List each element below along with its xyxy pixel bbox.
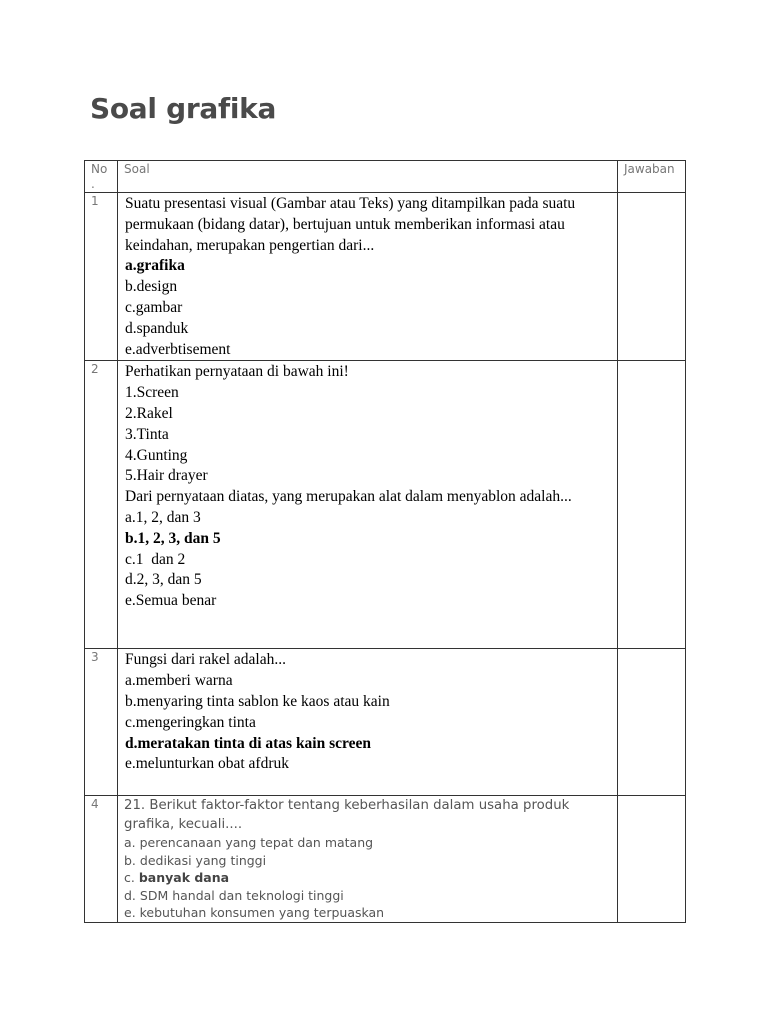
header-no: No . (85, 161, 118, 193)
option: b.menyaring tinta sablon ke kaos atau kain (125, 692, 390, 710)
answer-cell[interactable] (618, 796, 686, 923)
statement-item: 4.Gunting (125, 446, 188, 464)
question-number: 3 (85, 649, 118, 796)
option-answer: a.grafika (125, 257, 185, 275)
option: d.spanduk (125, 319, 189, 337)
table-row (85, 649, 686, 796)
answer-cell[interactable] (618, 361, 686, 649)
table-row (85, 796, 686, 923)
question-text: Suatu presentasi visual (Gambar atau Teks) yang ditampilkan pada suatu permukaan (bidang datar), bertujuan untuk memberikan informasi atau keindahan, merupakan pengertian dari... (125, 195, 576, 254)
header-soal: Soal (118, 161, 618, 193)
option-answer: d.meratakan tinta di atas kain screen (125, 734, 372, 752)
option-prefix: c. (124, 870, 139, 886)
option-answer-text: banyak dana (138, 870, 230, 886)
statement-item: 2.Rakel (125, 404, 173, 422)
table-row (85, 193, 686, 361)
answer-cell[interactable] (618, 193, 686, 361)
option: d. SDM handal dan teknologi tinggi (124, 887, 344, 903)
question-table (84, 160, 686, 923)
option: e.adverbtisement (125, 340, 231, 358)
question-cell (118, 193, 618, 361)
option: e. kebutuhan konsumen yang terpuaskan (124, 905, 385, 921)
statement-item: 3.Tinta (125, 425, 169, 443)
question-number: 2 (85, 361, 118, 649)
question-text: Fungsi dari rakel adalah... (125, 651, 286, 669)
page-title: Soal grafika (90, 92, 277, 125)
option: b.design (125, 278, 178, 296)
question-cell (118, 361, 618, 649)
option-answer: b.1, 2, 3, dan 5 (125, 529, 221, 547)
option: e.melunturkan obat afdruk (125, 755, 289, 773)
option: a. perencanaan yang tepat dan matang (124, 834, 374, 850)
option: d.2, 3, dan 5 (125, 571, 202, 589)
option: e.Semua benar (125, 592, 217, 610)
question-number: 4 (85, 796, 118, 923)
table-header-row (85, 161, 686, 193)
option: a.memberi warna (125, 672, 233, 690)
question-cell (118, 796, 618, 923)
option: c.mengeringkan tinta (125, 713, 256, 731)
table-row (85, 361, 686, 649)
option: b. dedikasi yang tinggi (124, 852, 267, 868)
question-text-2: Dari pernyataan diatas, yang merupakan alat dalam menyablon adalah... (125, 488, 572, 506)
question-number: 1 (85, 193, 118, 361)
statement-item: 1.Screen (125, 384, 179, 402)
option: c.gambar (125, 298, 183, 316)
question-cell (118, 649, 618, 796)
option: a.1, 2, dan 3 (125, 508, 201, 526)
header-jawaban: Jawaban (618, 161, 686, 193)
answer-cell[interactable] (618, 649, 686, 796)
statement-item: 5.Hair drayer (125, 467, 208, 485)
option: c.1 dan 2 (125, 550, 186, 568)
question-text: Perhatikan pernyataan di bawah ini! (125, 363, 349, 381)
option-answer (124, 869, 613, 887)
question-text: 21. Berikut faktor-faktor tentang keberhasilan dalam usaha produk grafika, kecuali.... (124, 798, 570, 832)
